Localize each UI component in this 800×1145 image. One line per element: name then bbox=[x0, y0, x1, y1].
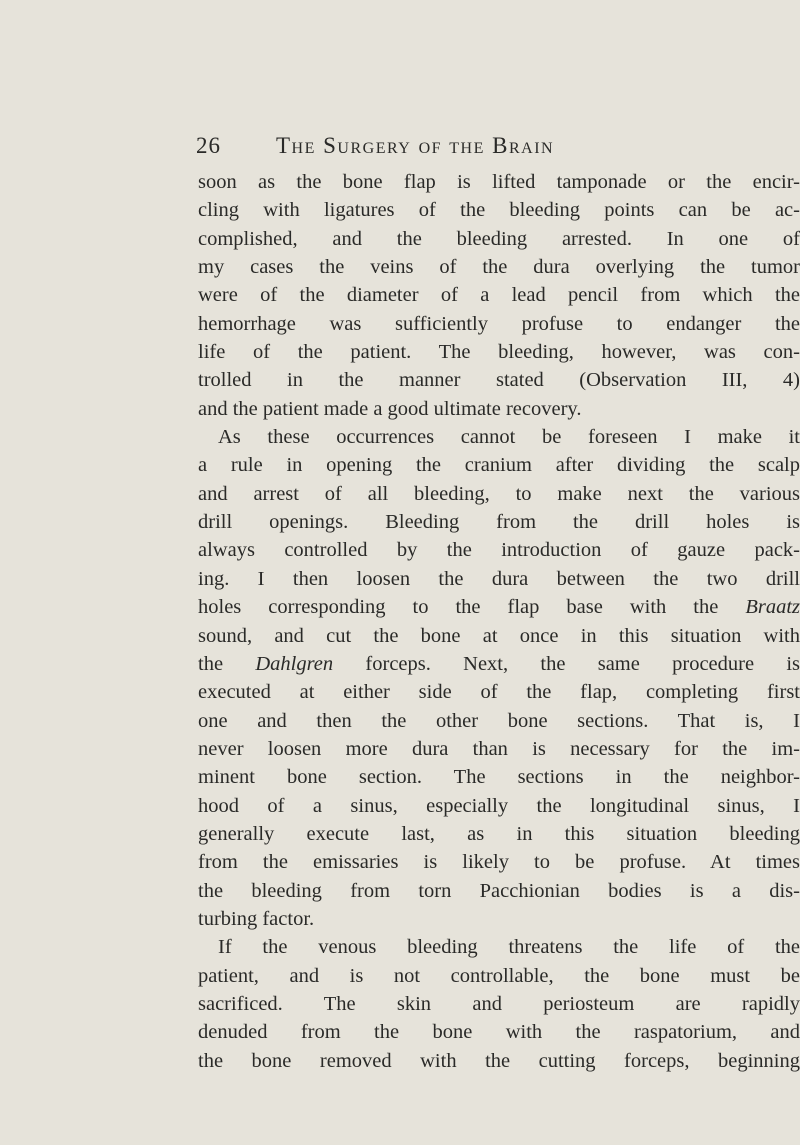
text-line: my cases the veins of the dura overlying the tumor bbox=[198, 256, 800, 279]
text-line: one and then the other bone sections. That is, I bbox=[198, 709, 800, 732]
text-line: holes corresponding to the flap base with the Braatz bbox=[198, 596, 800, 619]
text-line: As these occurrences cannot be foreseen I make it bbox=[218, 426, 800, 449]
text-line: a rule in opening the cranium after dividing the scalp bbox=[198, 454, 800, 477]
italic-name: Dahlgren bbox=[255, 652, 334, 675]
text-line: denuded from the bone with the raspatorium, and bbox=[198, 1021, 800, 1044]
text-line: the bone removed with the cutting forceps, beginning bbox=[198, 1049, 800, 1072]
text-line: sound, and cut the bone at once in this situation with bbox=[198, 624, 800, 647]
page-header bbox=[196, 133, 616, 169]
text-line: If the venous bleeding threatens the life of the bbox=[218, 936, 800, 959]
text-line: always controlled by the introduction of gauze pack- bbox=[198, 539, 800, 562]
text-line: trolled in the manner stated (Observation III, 4) bbox=[198, 369, 800, 392]
text-line: executed at either side of the flap, completing first bbox=[198, 681, 800, 704]
text-line: minent bone section. The sections in the neighbor- bbox=[198, 766, 800, 789]
text-line: from the emissaries is likely to be profuse. At times bbox=[198, 851, 800, 874]
text-line: and the patient made a good ultimate recovery. bbox=[198, 397, 582, 420]
text-line: ing. I then loosen the dura between the two drill bbox=[198, 567, 800, 590]
text-line: turbing factor. bbox=[198, 907, 315, 930]
running-title: The Surgery of the Brain bbox=[276, 133, 555, 158]
text-line: the bleeding from torn Pacchionian bodies is a dis- bbox=[198, 879, 800, 902]
text-line: generally execute last, as in this situation bleeding bbox=[198, 822, 800, 845]
text-line: soon as the bone flap is lifted tamponade or the encir- bbox=[198, 171, 800, 193]
text-line: hemorrhage was sufficiently profuse to endanger the bbox=[198, 312, 800, 335]
text-line: hood of a sinus, especially the longitudinal sinus, I bbox=[198, 794, 800, 817]
text-line: drill openings. Bleeding from the drill holes is bbox=[198, 511, 800, 534]
text-line: were of the diameter of a lead pencil from which the bbox=[198, 284, 800, 307]
text-line: never loosen more dura than is necessary for the im- bbox=[198, 737, 800, 760]
text-line: and arrest of all bleeding, to make next the various bbox=[198, 482, 800, 505]
text-line: cling with ligatures of the bleeding points can be ac- bbox=[198, 199, 800, 222]
text-line: the Dahlgren forceps. Next, the same procedure is bbox=[198, 652, 800, 675]
text-line: complished, and the bleeding arrested. In one of bbox=[198, 227, 800, 250]
italic-name: Braatz bbox=[745, 596, 800, 619]
text-line: patient, and is not controllable, the bone must be bbox=[198, 964, 800, 987]
text-line: life of the patient. The bleeding, however, was con- bbox=[198, 341, 800, 364]
page-number: 26 bbox=[196, 133, 221, 158]
body-text bbox=[198, 168, 800, 1075]
text-line: sacrificed. The skin and periosteum are rapidly bbox=[198, 992, 800, 1015]
